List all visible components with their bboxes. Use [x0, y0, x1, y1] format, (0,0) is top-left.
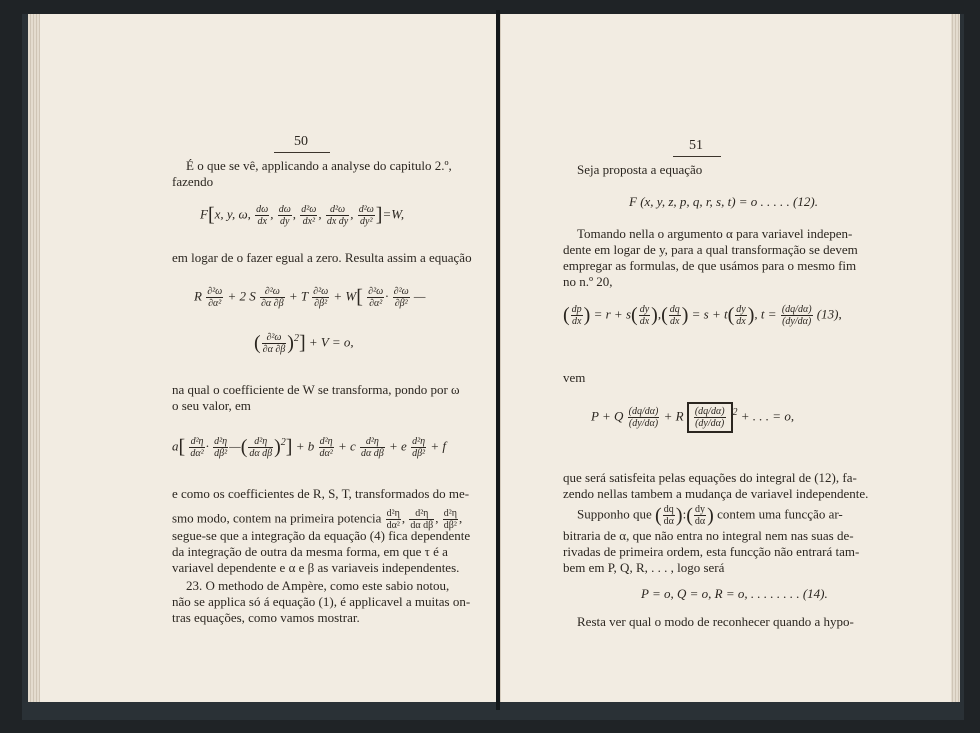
- text-line: zendo nellas tambem a mudança de variavel independente.: [563, 486, 869, 501]
- text-line: que será satisfeita pelas equações do integral de (12), fa-: [563, 470, 857, 485]
- equation-12: F (x, y, z, p, q, r, s, t) = o . . . . . (12).: [629, 194, 818, 209]
- text-line: smo modo, contem na primeira potencia $\frac{\text{d²η}}{\text{dα²}}$ , $\frac{\text{d²η}}{\text{dα dβ}}$ , $\frac{\text{d²η}}{\text{dβ²}}$ ,: [172, 508, 463, 531]
- text-line: o seu valor, em: [172, 398, 251, 413]
- page-number: 50: [294, 134, 308, 149]
- text-line: bem em P, Q, R, . . . , logo será: [563, 560, 725, 575]
- text-line: no n.º 20,: [563, 274, 613, 289]
- equation-3: ( $\frac{\text{∂²ω}}{\partial\alpha \partial\beta}$ )$^2$] + V = o,: [254, 332, 354, 355]
- text-line: É o que se vê, applicando a analyse do capitulo 2.º,: [186, 158, 452, 173]
- text-line: da integração de outra da mesma forma, em que τ é a: [172, 544, 448, 559]
- equation-14: P = o, Q = o, R = o, . . . . . . . . (14).: [641, 586, 828, 601]
- text-line: dente em logar de y, para a qual transformação se devem: [563, 242, 858, 257]
- text-line: não se applica só á equação (1), é applicavel a muitas on-: [172, 594, 471, 609]
- text-line: 23. O methodo de Ampère, como este sabio notou,: [186, 578, 450, 593]
- right-page: [500, 14, 951, 702]
- page-edges-left: [28, 14, 40, 702]
- text-line: Resta ver qual o modo de reconhecer quando a hypo-: [577, 614, 854, 629]
- text-line: Seja proposta a equação: [577, 162, 703, 177]
- text-line: variavel dependente e α e β as variaveis independentes.: [172, 560, 460, 575]
- equation-1: F[x, y, ω, $\frac{d\omega}{dx}$ , $\frac{d\omega}{dy}$ , $\frac{\text{d²ω}}{\text{dx²}}$ , $\frac{\text{d²ω}}{\text{dx dy}}$ , $\frac{\text{d²ω}}{\text{dy²}}$ ]=W,: [200, 204, 405, 227]
- page-number: 51: [689, 138, 703, 153]
- text-line: fazendo: [172, 174, 214, 189]
- equation-vem: P + Q $\frac{(dq/d\alpha)}{(dy/d\alpha)}$ + R $\frac{(dq/d\alpha)}{(dy/d\alpha)}$ $^2$ + . . . = o,: [591, 402, 794, 433]
- equation-4: a[ $\frac{\text{d²η}}{\text{dα²}}$ · $\frac{\text{d²η}}{\text{dβ²}}$ —( $\frac{\text{d²η}}{\text{dα dβ}}$ )$^2$] + b $\frac{\text{d²η}}{\text{dα²}}$ + c $\frac{\text{d²η}}{\text{dα dβ}}$ + e $\frac{\text{d²η}}{\text{dβ²}}$ + f: [172, 436, 446, 459]
- equation-2: R $\frac{\text{∂²ω}}{\text{∂α²}}$ + 2 S $\frac{\text{∂²ω}}{\partial\alpha \partial\beta}$ + T $\frac{\text{∂²ω}}{\text{∂β²}}$ + W[ $\frac{\text{∂²ω}}{\text{∂α²}}$ · $\frac{\text{∂²ω}}{\text{∂β²}}$ —: [194, 286, 426, 309]
- text-line: tras equações, como vamos mostrar.: [172, 610, 360, 625]
- text-line: bitraria de α, que não entra no integral nem nas suas de-: [563, 528, 854, 543]
- text-line: rivadas de primeira ordem, esta funcção não entrará tam-: [563, 544, 860, 559]
- text-line: Tomando nella o argumento α para variavel indepen-: [577, 226, 853, 241]
- text-line: empregar as formulas, de que usámos para o mesmo fim: [563, 258, 857, 273]
- text-line: e como os coefficientes de R, S, T, transformados do me-: [172, 486, 470, 501]
- page-number-rule: [274, 152, 330, 153]
- text-line: na qual o coefficiente de W se transforma, pondo por ω: [172, 382, 460, 397]
- text-line: Supponho que ( $\frac{dq}{d\alpha}$ ):( $\frac{dy}{d\alpha}$ ) contem uma funcção ar-: [577, 504, 843, 527]
- page-number-rule: [673, 156, 721, 157]
- text-line: em logar de o fazer egual a zero. Resulta assim a equação: [172, 250, 472, 265]
- text-line: vem: [563, 370, 586, 385]
- left-page: [40, 14, 497, 702]
- equation-13: ( $\frac{dp}{dx}$ ) = r + s( $\frac{dy}{dx}$ ),( $\frac{dq}{dx}$ ) = s + t( $\frac{dy}{dx}$ ), t = $\frac{(dq/d\alpha)}{(dy/d\alpha)}$ (13),: [563, 304, 842, 327]
- page-edges-right: [950, 14, 960, 702]
- text-line: segue-se que a integração da equação (4) fica dependente: [172, 528, 471, 543]
